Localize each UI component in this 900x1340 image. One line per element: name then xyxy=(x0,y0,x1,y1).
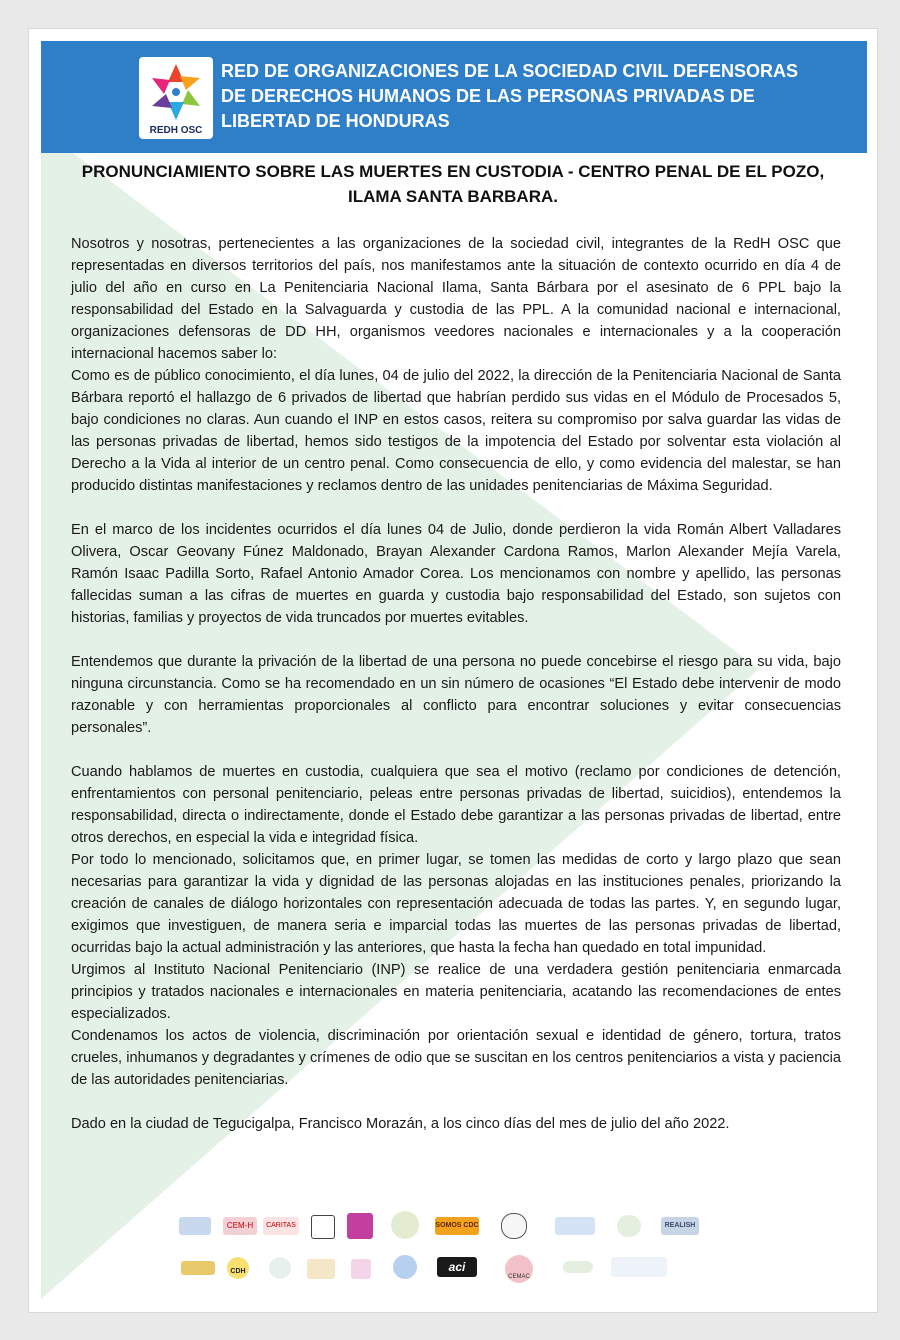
paragraph: Por todo lo mencionado, solicitamos que, en primer lugar, se tomen las medidas de corto y largo plazo que sean necesarias para garantizar la vida y dignidad de las personas alojadas en las instituciones penales, priorizando la creación de canales de diálogo horizontales con representación adecuada de todas las partes. Y, en segundo lugar, exigimos que investiguen, de manera seria e imparcial todas las muertes de las personas privadas de libertad, ocurridas bajo la actual administración y las anteriores, que hasta la fecha han quedado en total impunidad. xyxy=(71,852,841,956)
org-logo xyxy=(617,1215,641,1237)
org-logo xyxy=(311,1215,335,1239)
org-logo: CEMAC xyxy=(505,1255,533,1283)
org-logo xyxy=(307,1259,335,1279)
org-line: RED DE ORGANIZACIONES DE LA SOCIEDAD CIVIL DEFENSORAS xyxy=(221,61,799,81)
paragraph: Cuando hablamos de muertes en custodia, cualquiera que sea el motivo (reclamo por condiciones de detención, enfrentamientos con personal penitenciario, peleas entre personas privadas de libertad, suicidios), entendemos la responsabilidad, directa o indirectamente, donde el Estado debe garantizar a las personas privadas de libertad, entre otros derechos, en especial la vida e integridad física. xyxy=(71,764,841,846)
paragraph: Entendemos que durante la privación de la libertad de una persona no puede concebirse el riesgo para su vida, bajo ninguna circunstancia. Como se ha recomendado en un sin número de ocasiones “El Estado debe intervenir de modo razonable y con herramientas proporcionales al conflicto para encontrar soluciones y evitar consecuencias personales”. xyxy=(71,654,841,736)
title-line: ILAMA SANTA BARBARA. xyxy=(348,187,558,206)
footer-logos xyxy=(179,1217,709,1289)
org-logo xyxy=(347,1213,373,1239)
org-logo xyxy=(391,1211,419,1239)
org-logo xyxy=(181,1261,215,1275)
org-logo: aci xyxy=(437,1257,477,1277)
org-line: LIBERTAD DE HONDURAS xyxy=(221,111,450,131)
header-banner xyxy=(41,41,867,153)
org-logo: CARITAS xyxy=(263,1217,299,1235)
paragraph: Condenamos los actos de violencia, discriminación por orientación sexual e identidad de género, tortura, tratos crueles, inhumanos y degradantes y crímenes de odio que se suscitan en los centros penitenciarios a vista y paciencia de las autoridades penitenciarias. xyxy=(71,1028,841,1088)
org-logo xyxy=(269,1257,291,1279)
paragraph: Como es de público conocimiento, el día lunes, 04 de julio del 2022, la dirección de la Penitenciaria Nacional de Santa Bárbara reportó el hallazgo de 6 privados de libertad que habrían perdido sus vidas en el Módulo de Procesados 5, bajo condiciones no claras. Aun cuando el INP en estos casos, reitera su compromiso por salva guardar las vidas de las personas privadas de libertad, hemos sido testigos de la impotencia del Estado por solventar esta violación al Derecho a la Vida al interior de un centro penal. Como consecuencia de ello, y como evidencia del malestar, se han producido distintas manifestaciones y reclamos dentro de las unidades penitenciarias de Máxima Seguridad. xyxy=(71,368,841,494)
org-logo: CDH xyxy=(227,1257,249,1279)
logo-label: REDH OSC xyxy=(149,125,203,136)
org-line: DE DERECHOS HUMANOS DE LAS PERSONAS PRIVADAS DE xyxy=(221,86,755,106)
document-title xyxy=(59,159,847,209)
document-body xyxy=(71,233,841,1135)
redh-logo-icon xyxy=(142,59,210,125)
org-logo xyxy=(393,1255,417,1279)
org-logo: SOMOS CDC xyxy=(435,1217,479,1235)
org-logo xyxy=(351,1259,371,1279)
organization-name xyxy=(221,59,841,134)
org-logo xyxy=(179,1217,211,1235)
org-logo: REALISH xyxy=(661,1217,699,1235)
paragraph: Nosotros y nosotras, pertenecientes a las organizaciones de la sociedad civil, integrantes de la RedH OSC que representadas en diversos territorios del país, nos manifestamos ante la situación de contexto ocurrido en día 4 de julio del año en curso en La Penitenciaria Nacional Ilama, Santa Bárbara por el asesinato de 6 PPL bajo la responsabilidad del Estado en la Salvaguarda y custodia de las PPL. A la comunidad nacional e internacional, organizaciones defensoras de DD HH, organismos veedores nacionales e internacionales y a la cooperación internacional hacemos saber lo: xyxy=(71,236,841,362)
org-logo xyxy=(501,1213,527,1239)
redh-osc-logo xyxy=(139,57,213,139)
org-logo xyxy=(611,1257,667,1277)
org-logo: CEM-H xyxy=(223,1217,257,1235)
title-line: PRONUNCIAMIENTO SOBRE LAS MUERTES EN CUSTODIA - CENTRO PENAL DE EL POZO, xyxy=(81,162,825,181)
paragraph: En el marco de los incidentes ocurridos el día lunes 04 de Julio, donde perdieron la vida Román Albert Valladares Olivera, Oscar Geovany Fúnez Maldonado, Brayan Alexander Cardona Ramos, Marlon Alexander Mejía Varela, Ramón Isaac Padilla Sorto, Rafael Antonio Amador Corea. Los mencionamos con nombre y apellido, las personas fallecidas suman a las cifras de muertes en guarda y custodia bajo responsabilidad del Estado, son sujetos con historias, familias y proyectos de vida truncados por muertes evitables. xyxy=(71,522,841,626)
paragraph: Dado en la ciudad de Tegucigalpa, Francisco Morazán, a los cinco días del mes de julio del año 2022. xyxy=(71,1116,730,1132)
paragraph: Urgimos al Instituto Nacional Penitenciario (INP) se realice de una verdadera gestión penitenciaria enmarcada principios y tratados nacionales e internacionales en materia penitenciaria, acatando las recomendaciones de entes especializados. xyxy=(71,962,841,1022)
document-sheet xyxy=(28,28,878,1313)
org-logo xyxy=(555,1217,595,1235)
org-logo xyxy=(563,1261,593,1273)
